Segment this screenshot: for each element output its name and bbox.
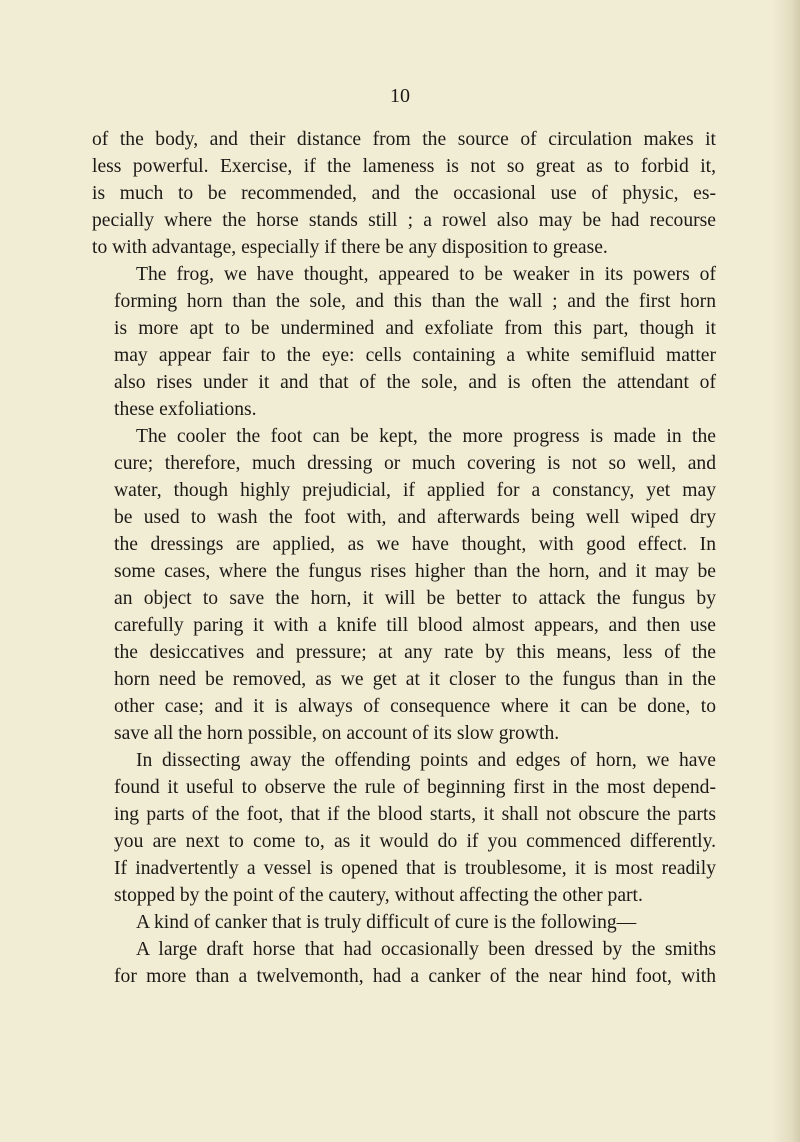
text-line: of the body, and their distance from the source of circulation makes it <box>92 129 716 150</box>
text-line: an object to save the horn, it will be better to attack the fungus by <box>114 588 716 609</box>
text-line: be used to wash the foot with, and afterwards being well wiped dry <box>114 507 716 528</box>
page-edge-shadow <box>772 0 800 1142</box>
text-line: other case; and it is always of consequence where it can be done, to <box>114 696 716 717</box>
text-line: horn need be removed, as we get at it closer to the fungus than in the <box>114 669 716 690</box>
text-line: these exfoliations. <box>114 399 257 420</box>
text-line: If inadvertently a vessel is opened that is troublesome, it is most readily <box>114 858 716 879</box>
text-line: the dressings are applied, as we have thought, with good effect. In <box>114 534 716 555</box>
text-line: A kind of canker that is truly difficult of cure is the following— <box>136 912 637 933</box>
text-line: ing parts of the foot, that if the blood starts, it shall not obscure the parts <box>114 804 716 825</box>
text-line: The frog, we have thought, appeared to be weaker in its powers of <box>136 264 716 285</box>
text-line: stopped by the point of the cautery, without affecting the other part. <box>114 885 643 906</box>
text-line: also rises under it and that of the sole, and is often the attendant of <box>114 372 716 393</box>
text-line: carefully paring it with a knife till blood almost appears, and then use <box>114 615 716 636</box>
text-line: found it useful to observe the rule of beginning first in the most depend- <box>114 777 716 798</box>
paragraph <box>92 423 716 747</box>
text-line: save all the horn possible, on account of its slow growth. <box>114 723 560 744</box>
paragraph <box>92 909 716 936</box>
text-line: A large draft horse that had occasionally been dressed by the smiths <box>136 939 716 960</box>
text-line: cure; therefore, much dressing or much covering is not so well, and <box>114 453 716 474</box>
text-line: is much to be recommended, and the occasional use of physic, es- <box>92 183 716 204</box>
page-number: 10 <box>390 85 410 107</box>
text-line: pecially where the horse stands still ; a rowel also may be had recourse <box>92 210 716 231</box>
text-line: some cases, where the fungus rises higher than the horn, and it may be <box>114 561 716 582</box>
text-line: the desiccatives and pressure; at any rate by this means, less of the <box>114 642 716 663</box>
text-line: In dissecting away the offending points and edges of horn, we have <box>136 750 716 771</box>
paragraph <box>92 126 716 261</box>
text-line: to with advantage, especially if there be any disposition to grease. <box>92 237 608 258</box>
text-line: for more than a twelvemonth, had a canker of the near hind foot, with <box>114 966 716 987</box>
body-text <box>92 126 716 990</box>
text-line: water, though highly prejudicial, if applied for a constancy, yet may <box>114 480 716 501</box>
paragraph <box>92 261 716 423</box>
paragraph <box>92 747 716 909</box>
text-line: less powerful. Exercise, if the lameness is not so great as to forbid it, <box>92 156 716 177</box>
text-line: is more apt to be undermined and exfoliate from this part, though it <box>114 318 716 339</box>
text-line: forming horn than the sole, and this than the wall ; and the first horn <box>114 291 716 312</box>
text-line: you are next to come to, as it would do if you commenced differently. <box>114 831 716 852</box>
text-line: may appear fair to the eye: cells containing a white semifluid matter <box>114 345 716 366</box>
text-line: The cooler the foot can be kept, the more progress is made in the <box>136 426 716 447</box>
paragraph <box>92 936 716 990</box>
